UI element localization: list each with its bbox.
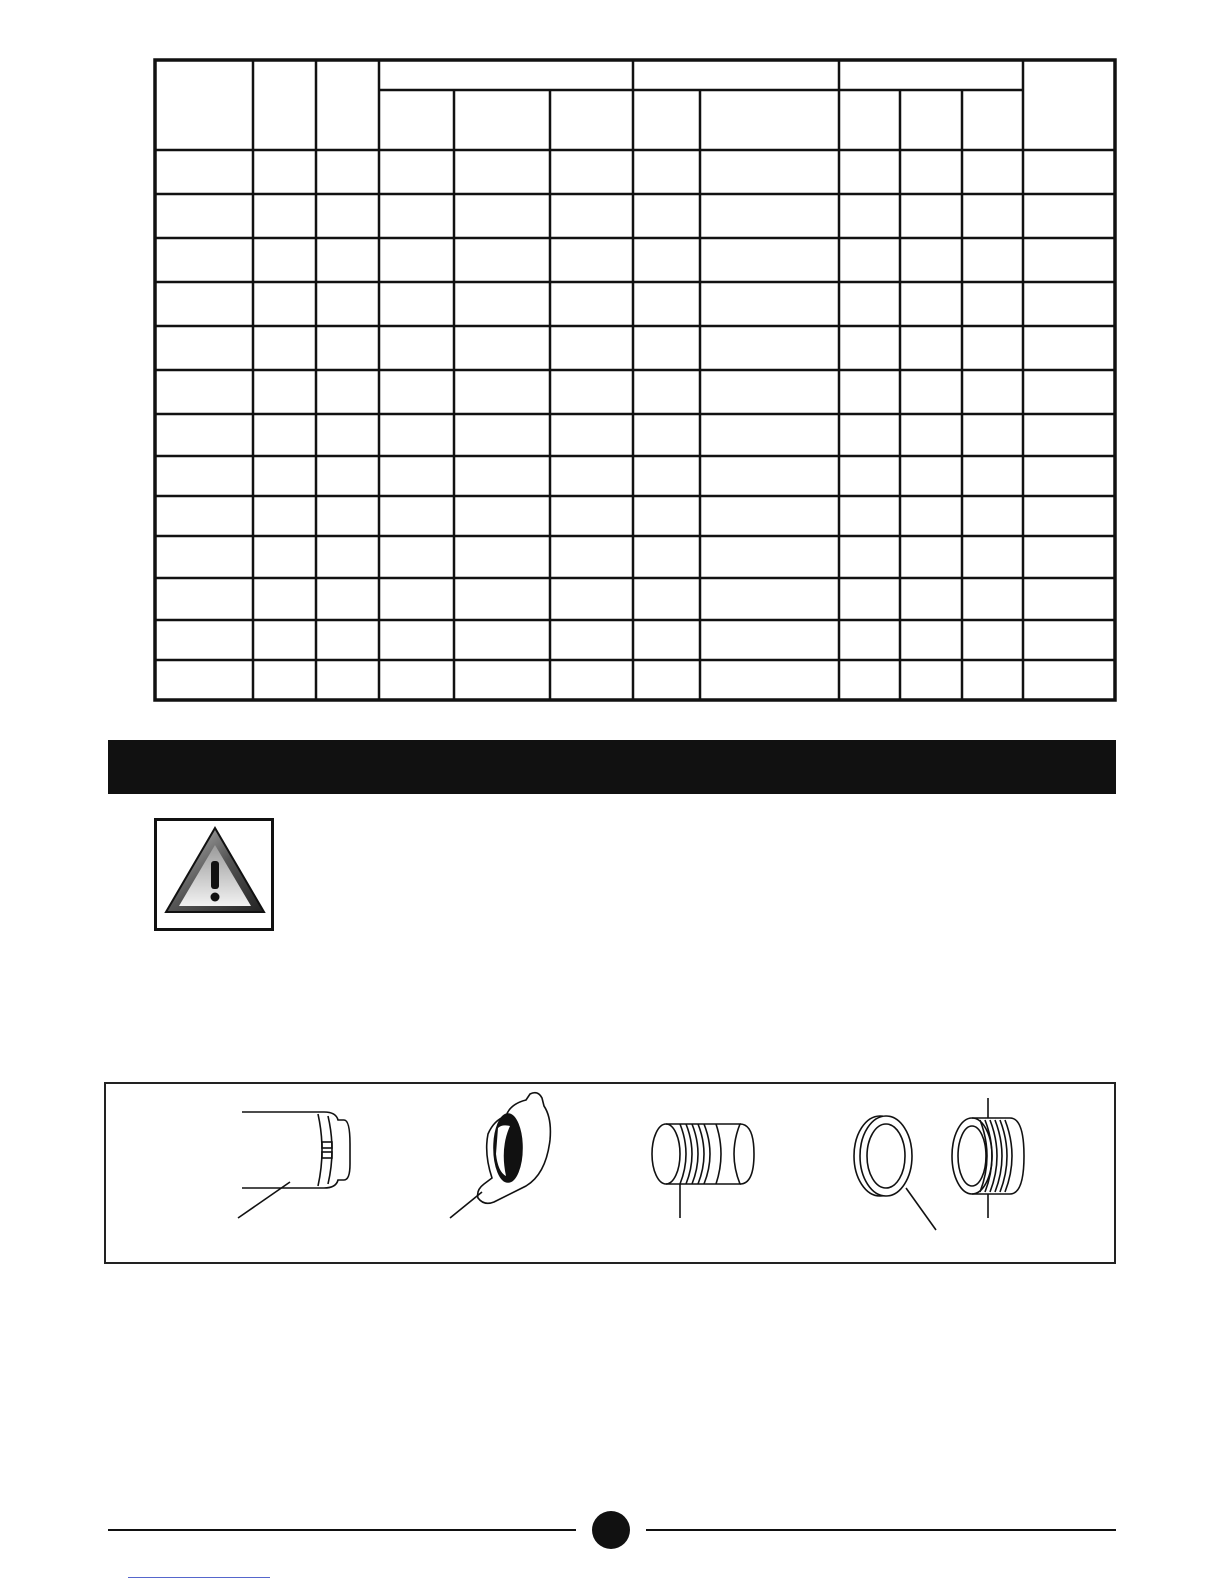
bottom-link-underline[interactable] bbox=[128, 1577, 270, 1578]
spec-table bbox=[0, 0, 1225, 710]
wing-nut-icon bbox=[450, 1093, 550, 1218]
section-heading-bar bbox=[108, 740, 1116, 794]
hose-end-icon bbox=[238, 1112, 350, 1218]
warning-box bbox=[154, 818, 274, 931]
parts-illustration-box bbox=[104, 1082, 1116, 1264]
warning-triangle-icon bbox=[163, 825, 267, 925]
page-number-badge bbox=[592, 1511, 630, 1549]
table-grid bbox=[155, 60, 1115, 700]
threaded-adapter-icon bbox=[952, 1098, 1024, 1218]
footer-rule-right bbox=[646, 1529, 1116, 1531]
threaded-coupler-icon bbox=[652, 1124, 754, 1218]
footer-rule-left bbox=[108, 1529, 576, 1531]
gasket-ring-icon bbox=[854, 1116, 936, 1230]
table-border bbox=[155, 60, 1115, 700]
